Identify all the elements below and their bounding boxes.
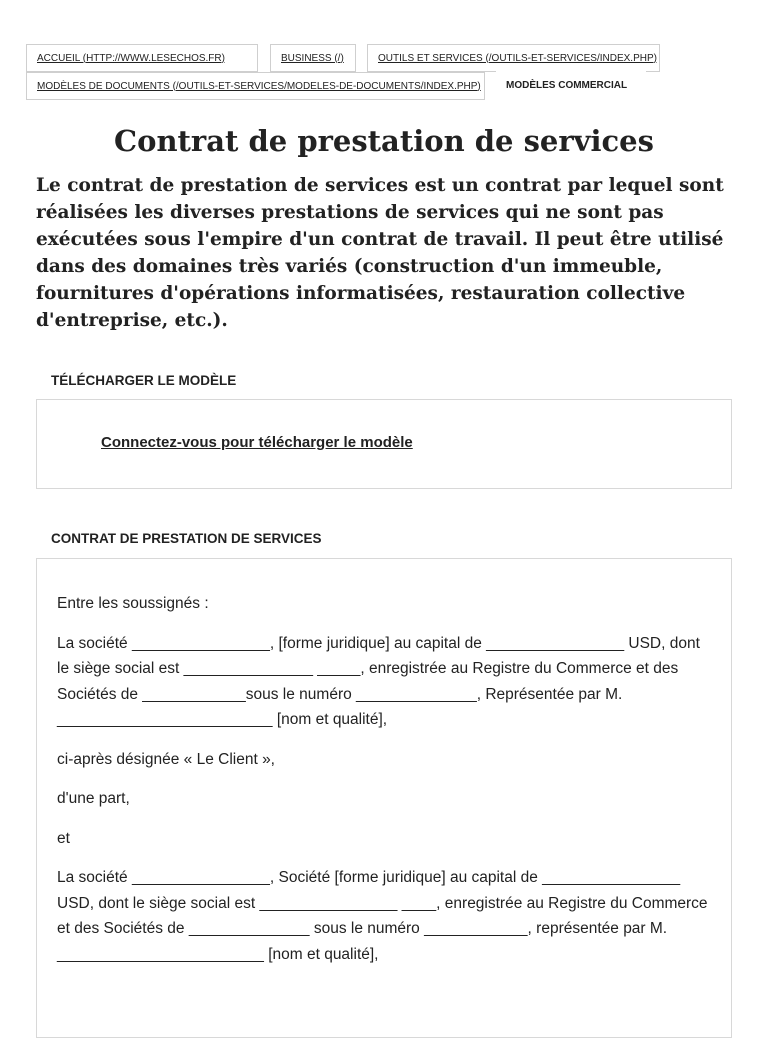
breadcrumb-link-business[interactable]: BUSINESS (/) (270, 44, 356, 72)
contract-paragraph: La société ________________, [forme juridique] au capital de ________________ USD, dont le siège social est _______________ _____, enregistrée au Registre du Commerce et des Sociétés de ____________sous le numéro ______________, Représentée par M. _________________________ [nom et qualité], (57, 634, 700, 728)
breadcrumb-current: MODÈLES COMMERCIAL (496, 71, 646, 99)
contract-paragraph: Entre les soussignés : (57, 595, 209, 612)
contract-box (36, 558, 732, 1038)
contract-heading: CONTRAT DE PRESTATION DE SERVICES (51, 531, 322, 546)
contract-paragraph: d'une part, (57, 790, 130, 807)
download-heading: TÉLÉCHARGER LE MODÈLE (51, 373, 237, 388)
contract-text (37, 559, 731, 967)
breadcrumb-link-modeles-de-documents[interactable]: MODÈLES DE DOCUMENTS (/OUTILS-ET-SERVICES/MODELES-DE-DOCUMENTS/INDEX.PHP) (26, 72, 485, 100)
contract-paragraph: et (57, 829, 70, 847)
contract-paragraph: La société ________________, Société [forme juridique] au capital de ________________ USD, dont le siège social est ________________ ____, enregistrée au Registre du Commerce et des Sociétés de ______________ sous le numéro ____________, représentée par M. ________________________ [nom et qualité], (57, 869, 708, 963)
page-lead: Le contrat de prestation de services est un contrat par lequel sont réalisées les diverses prestations de services qui ne sont pas exécutées sous l'empire d'un contrat de travail. Il peut être utilisé dans des domaines très variés (construction d'un immeuble, fournitures d'opérations informatisées, restauration collective d'entreprise, etc.). (36, 175, 724, 331)
breadcrumb-link-outils-et-services[interactable]: OUTILS ET SERVICES (/OUTILS-ET-SERVICES/INDEX.PHP) (367, 44, 660, 72)
page-title: Contrat de prestation de services (114, 124, 654, 158)
breadcrumb-link-accueil[interactable]: ACCUEIL (HTTP://WWW.LESECHOS.FR) (26, 44, 258, 72)
download-box (36, 399, 732, 489)
contract-paragraph: ci-après désignée « Le Client », (57, 750, 275, 768)
login-to-download-link[interactable]: Connectez-vous pour télécharger le modèle (101, 434, 413, 451)
